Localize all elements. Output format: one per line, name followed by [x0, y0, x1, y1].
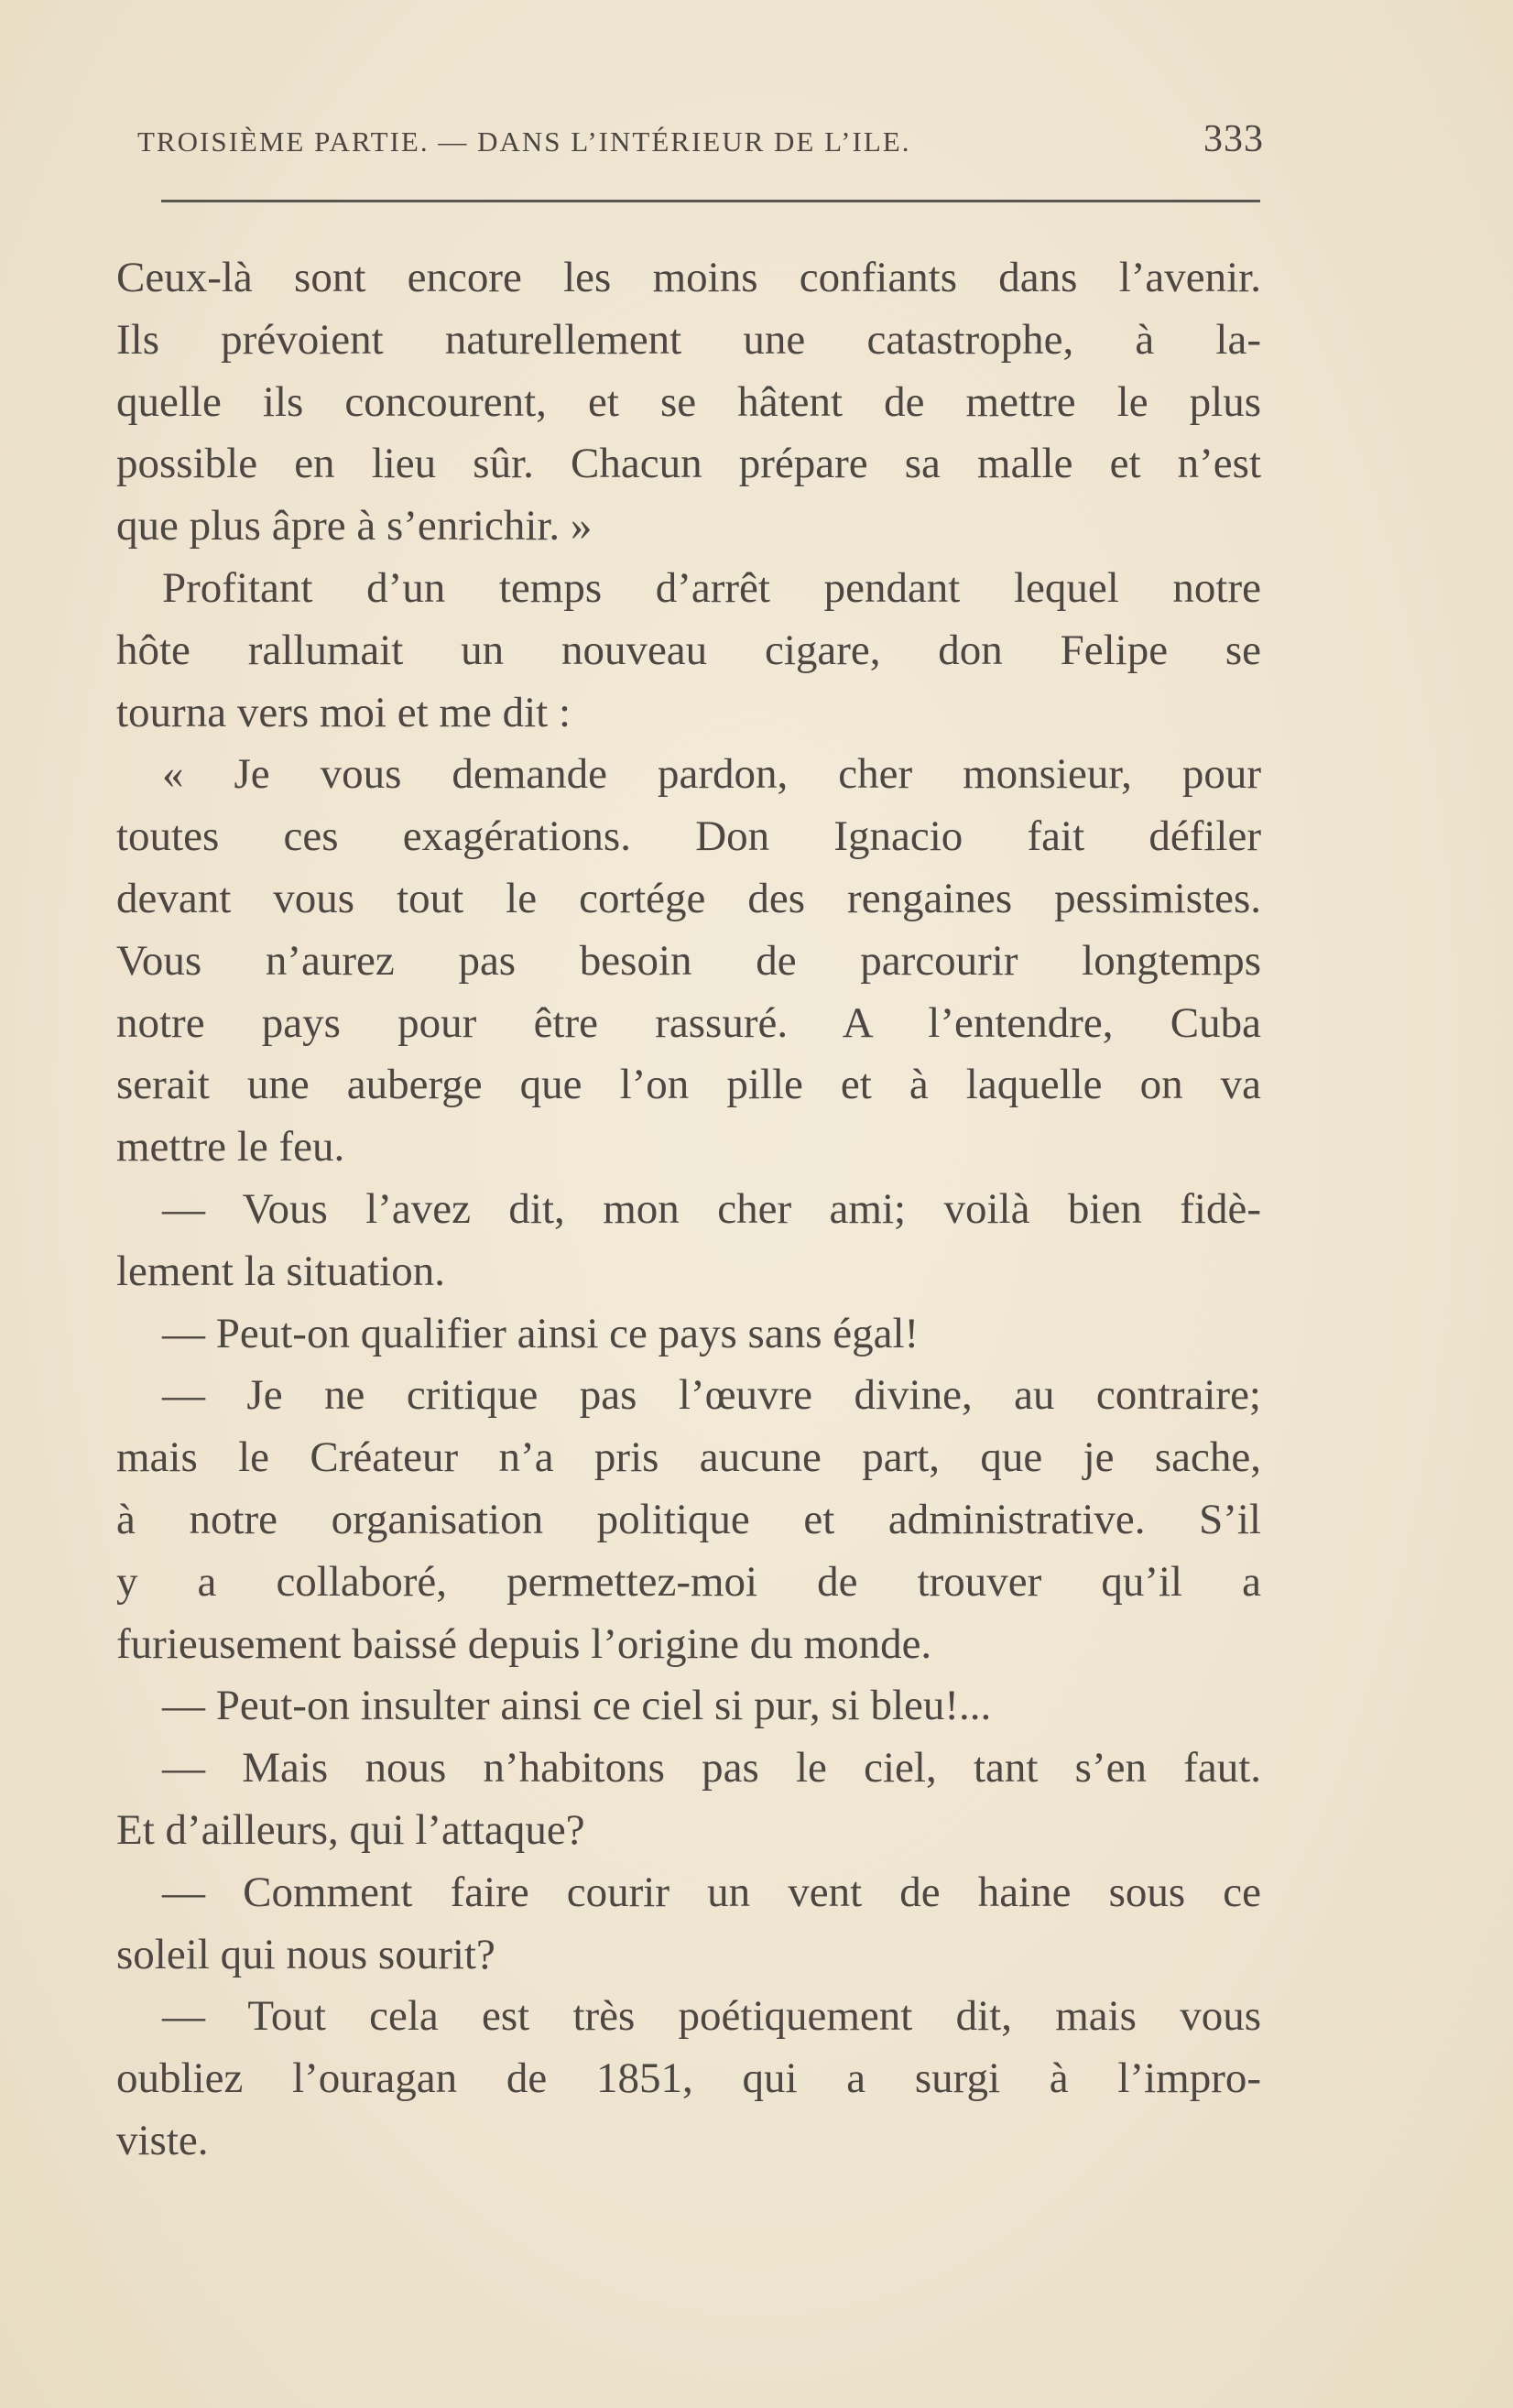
text-line: notre pays pour être rassuré. A l’entendre, Cuba — [116, 998, 1261, 1047]
text-line: tourna vers moi et me dit : — [116, 688, 571, 736]
text-line: Ils prévoient naturellement une catastrophe, à la- — [116, 315, 1261, 364]
text-line: mais le Créateur n’a pris aucune part, que je sache, — [116, 1433, 1261, 1482]
text-line: oubliez l’ouragan de 1851, qui a surgi à l’impro- — [116, 2054, 1261, 2103]
text-line: — Peut-on insulter ainsi ce ciel si pur, si bleu!... — [162, 1682, 992, 1730]
body-text — [116, 247, 1261, 2173]
text-line: soleil qui nous sourit? — [116, 1930, 495, 1978]
text-line: que plus âpre à s’enrichir. » — [116, 502, 593, 550]
running-title: TROISIÈME PARTIE. — DANS L’INTÉRIEUR DE L’ILE. — [137, 125, 911, 158]
text-line: — Je ne critique pas l’œuvre divine, au contraire; — [162, 1371, 1261, 1420]
text-line: devant vous tout le cortége des rengaines pessimistes. — [116, 874, 1261, 922]
text-line: Et d’ailleurs, qui l’attaque? — [116, 1805, 585, 1854]
text-line: — Comment faire courir un vent de haine sous ce — [162, 1868, 1261, 1916]
text-line: Profitant d’un temps d’arrêt pendant lequel notre — [162, 563, 1261, 612]
running-header — [137, 117, 1264, 172]
text-line: y a collaboré, permettez-moi de trouver qu’il a — [116, 1557, 1261, 1606]
text-line: mettre le feu. — [116, 1123, 345, 1171]
text-line: hôte rallumait un nouveau cigare, don Felipe se — [116, 626, 1261, 674]
text-line: Ceux-là sont encore les moins confiants dans l’avenir. — [116, 254, 1261, 301]
text-line: « Je vous demande pardon, cher monsieur, pour — [162, 750, 1261, 799]
header-rule — [161, 200, 1260, 202]
text-line: — Tout cela est très poétiquement dit, mais vous — [162, 1992, 1261, 2041]
text-line: quelle ils concourent, et se hâtent de mettre le plus — [116, 377, 1261, 426]
text-line: lement la situation. — [116, 1247, 445, 1295]
text-line: — Peut-on qualifier ainsi ce pays sans égal! — [162, 1309, 920, 1357]
text-line: possible en lieu sûr. Chacun prépare sa malle et n’est — [116, 440, 1261, 488]
text-line: — Vous l’avez dit, mon cher ami; voilà bien fidè- — [162, 1184, 1261, 1233]
page-number: 333 — [1203, 118, 1264, 160]
text-line: viste. — [116, 2116, 209, 2164]
text-line: Vous n’aurez pas besoin de parcourir longtemps — [116, 936, 1261, 985]
text-line: toutes ces exagérations. Don Ignacio fait défiler — [116, 812, 1261, 861]
text-line: — Mais nous n’habitons pas le ciel, tant s’en faut. — [162, 1744, 1261, 1792]
text-line: serait une auberge que l’on pille et à laquelle on va — [116, 1061, 1261, 1109]
text-line: à notre organisation politique et administrative. S’il — [116, 1495, 1261, 1543]
text-line: furieusement baissé depuis l’origine du monde. — [116, 1619, 932, 1668]
